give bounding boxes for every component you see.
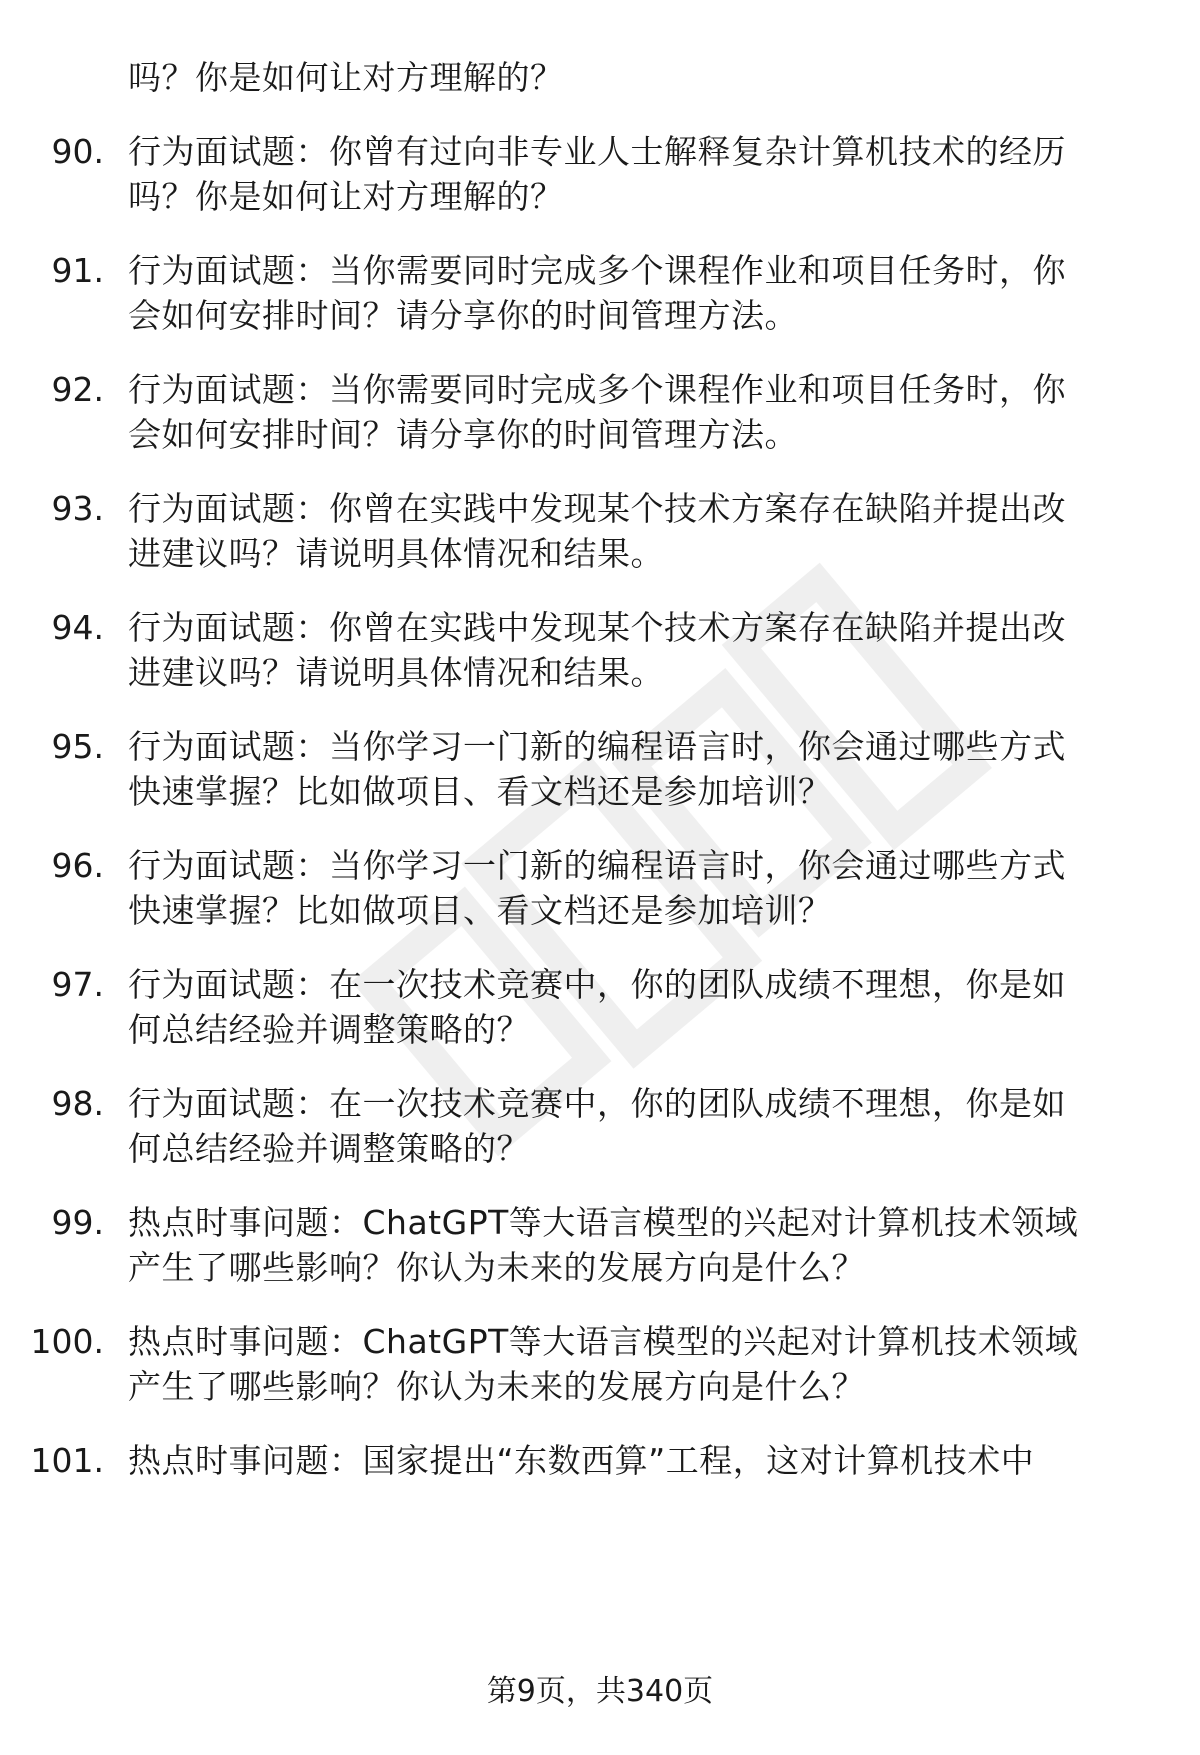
question-number: 91.	[51, 251, 104, 290]
question-number: 98.	[51, 1084, 104, 1123]
question-text-line: 行为面试题：你曾在实践中发现某个技术方案存在缺陷并提出改	[128, 608, 1066, 647]
question-text-line: 产生了哪些影响？你认为未来的发展方向是什么？	[128, 1367, 865, 1406]
question-text-line: 进建议吗？请说明具体情况和结果。	[128, 534, 664, 573]
question-text-line: 会如何安排时间？请分享你的时间管理方法。	[128, 415, 798, 454]
question-text-line: 热点时事问题：ChatGPT等大语言模型的兴起对计算机技术领域	[128, 1322, 1079, 1361]
question-number: 100.	[30, 1322, 104, 1361]
question-text-line: 行为面试题：在一次技术竞赛中，你的团队成绩不理想，你是如	[128, 965, 1066, 1004]
continuation-line: 吗？你是如何让对方理解的？	[128, 58, 564, 97]
question-number: 90.	[51, 132, 104, 171]
question-text-line: 行为面试题：当你需要同时完成多个课程作业和项目任务时，你	[128, 370, 1066, 409]
question-number: 95.	[51, 727, 104, 766]
question-text-line: 吗？你是如何让对方理解的？	[128, 177, 564, 216]
question-text-line: 快速掌握？比如做项目、看文档还是参加培训？	[128, 891, 832, 930]
question-text-line: 行为面试题：在一次技术竞赛中，你的团队成绩不理想，你是如	[128, 1084, 1066, 1123]
question-text-line: 行为面试题：你曾有过向非专业人士解释复杂计算机技术的经历	[128, 132, 1066, 171]
question-text-line: 行为面试题：当你需要同时完成多个课程作业和项目任务时，你	[128, 251, 1066, 290]
question-text-line: 热点时事问题：ChatGPT等大语言模型的兴起对计算机技术领域	[128, 1203, 1079, 1242]
question-text-line: 热点时事问题：国家提出“东数西算”工程，这对计算机技术中	[128, 1441, 1035, 1480]
question-text-line: 会如何安排时间？请分享你的时间管理方法。	[128, 296, 798, 335]
question-text-line: 何总结经验并调整策略的？	[128, 1129, 530, 1168]
question-number: 93.	[51, 489, 104, 528]
question-text-line: 快速掌握？比如做项目、看文档还是参加培训？	[128, 772, 832, 811]
question-number: 96.	[51, 846, 104, 885]
page-footer: 第9页，共340页	[486, 1674, 714, 1709]
question-text-line: 行为面试题：你曾在实践中发现某个技术方案存在缺陷并提出改	[128, 489, 1066, 528]
question-text-line: 进建议吗？请说明具体情况和结果。	[128, 653, 664, 692]
question-number: 99.	[51, 1203, 104, 1242]
question-text-line: 行为面试题：当你学习一门新的编程语言时，你会通过哪些方式	[128, 727, 1066, 766]
question-text-line: 产生了哪些影响？你认为未来的发展方向是什么？	[128, 1248, 865, 1287]
question-number: 94.	[51, 608, 104, 647]
question-text-line: 何总结经验并调整策略的？	[128, 1010, 530, 1049]
question-number: 92.	[51, 370, 104, 409]
question-number: 97.	[51, 965, 104, 1004]
question-text-line: 行为面试题：当你学习一门新的编程语言时，你会通过哪些方式	[128, 846, 1066, 885]
question-number: 101.	[30, 1441, 104, 1480]
